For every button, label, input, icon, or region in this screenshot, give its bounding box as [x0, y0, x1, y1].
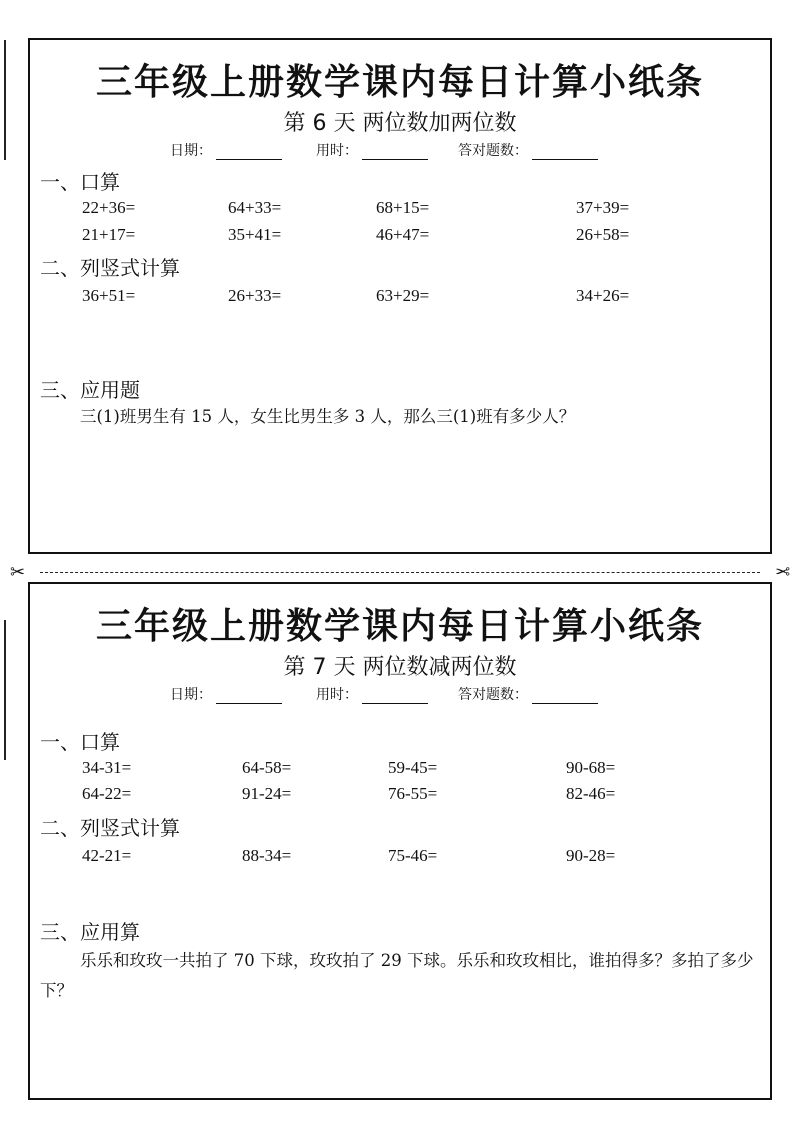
oral-problem: 22+36= [82, 198, 136, 217]
oral-problem: 46+47= [376, 225, 430, 244]
worksheet-day-6 [28, 38, 772, 554]
section-vertical-heading: 二、列竖式计算 [40, 816, 180, 840]
section-vertical-heading: 二、列竖式计算 [40, 256, 180, 280]
date-blank[interactable] [216, 145, 282, 160]
correct-count-label: 答对题数： [458, 687, 528, 703]
word-problem: 乐乐和玫玫一共拍了 70 下球，玫玫拍了 29 下球。乐乐和玫玫相比，谁拍得多？多拍了多少下？ [40, 951, 754, 1000]
date-field[interactable] [170, 140, 282, 160]
correct-count-field[interactable] [458, 684, 598, 704]
info-row [170, 140, 630, 160]
time-blank[interactable] [362, 145, 428, 160]
oral-problem: 82-46= [566, 784, 616, 803]
oral-problem: 68+15= [376, 198, 430, 217]
oral-problem: 64+33= [228, 198, 282, 217]
oral-problem: 59-45= [388, 758, 438, 777]
correct-count-label: 答对题数： [458, 143, 528, 159]
worksheet-title: 三年级上册数学课内每日计算小纸条 [95, 62, 704, 103]
date-label: 日期： [170, 143, 212, 159]
oral-problem: 37+39= [576, 198, 630, 217]
cut-line [10, 562, 790, 583]
section-word-heading: 三、应用算 [40, 920, 140, 944]
correct-count-blank[interactable] [532, 689, 598, 704]
section-oral-heading: 一、口算 [40, 170, 120, 194]
oral-problem: 76-55= [388, 784, 438, 803]
time-field[interactable] [316, 684, 428, 704]
time-blank[interactable] [362, 689, 428, 704]
vertical-problem: 42-21= [82, 846, 132, 865]
page-edge-mark [4, 620, 6, 760]
oral-problem: 90-68= [566, 758, 616, 777]
vertical-problem: 75-46= [388, 846, 438, 865]
scissors-icon: ✂ [774, 562, 790, 583]
oral-problem: 26+58= [576, 225, 630, 244]
vertical-problem: 90-28= [566, 846, 616, 865]
worksheet-day-7 [28, 582, 772, 1100]
section-oral-heading: 一、口算 [40, 730, 120, 754]
time-field[interactable] [316, 140, 428, 160]
vertical-problem: 26+33= [228, 286, 282, 305]
worksheet-title: 三年级上册数学课内每日计算小纸条 [95, 606, 704, 647]
date-blank[interactable] [216, 689, 282, 704]
vertical-problem: 34+26= [576, 286, 630, 305]
date-field[interactable] [170, 684, 282, 704]
vertical-problem: 36+51= [82, 286, 136, 305]
correct-count-blank[interactable] [532, 145, 598, 160]
time-label: 用时： [316, 143, 358, 159]
oral-problem: 91-24= [242, 784, 292, 803]
correct-count-field[interactable] [458, 140, 598, 160]
date-label: 日期： [170, 687, 212, 703]
oral-problem: 35+41= [228, 225, 282, 244]
worksheet-subtitle: 第 7 天 两位数减两位数 [283, 655, 517, 680]
oral-problem: 64-58= [242, 758, 292, 777]
dashed-divider [40, 572, 760, 573]
oral-problem: 64-22= [82, 784, 132, 803]
info-row [170, 684, 630, 704]
word-problem: 三(1)班男生有 15 人，女生比男生多 3 人，那么三(1)班有多少人？ [80, 407, 576, 426]
time-label: 用时： [316, 687, 358, 703]
oral-problem: 34-31= [82, 758, 132, 777]
page-edge-mark [4, 40, 6, 160]
oral-problem: 21+17= [82, 225, 136, 244]
vertical-problem: 63+29= [376, 286, 430, 305]
section-word-heading: 三、应用题 [40, 378, 140, 402]
worksheet-subtitle: 第 6 天 两位数加两位数 [283, 111, 517, 136]
scissors-icon: ✂ [10, 562, 26, 583]
vertical-problem: 88-34= [242, 846, 292, 865]
